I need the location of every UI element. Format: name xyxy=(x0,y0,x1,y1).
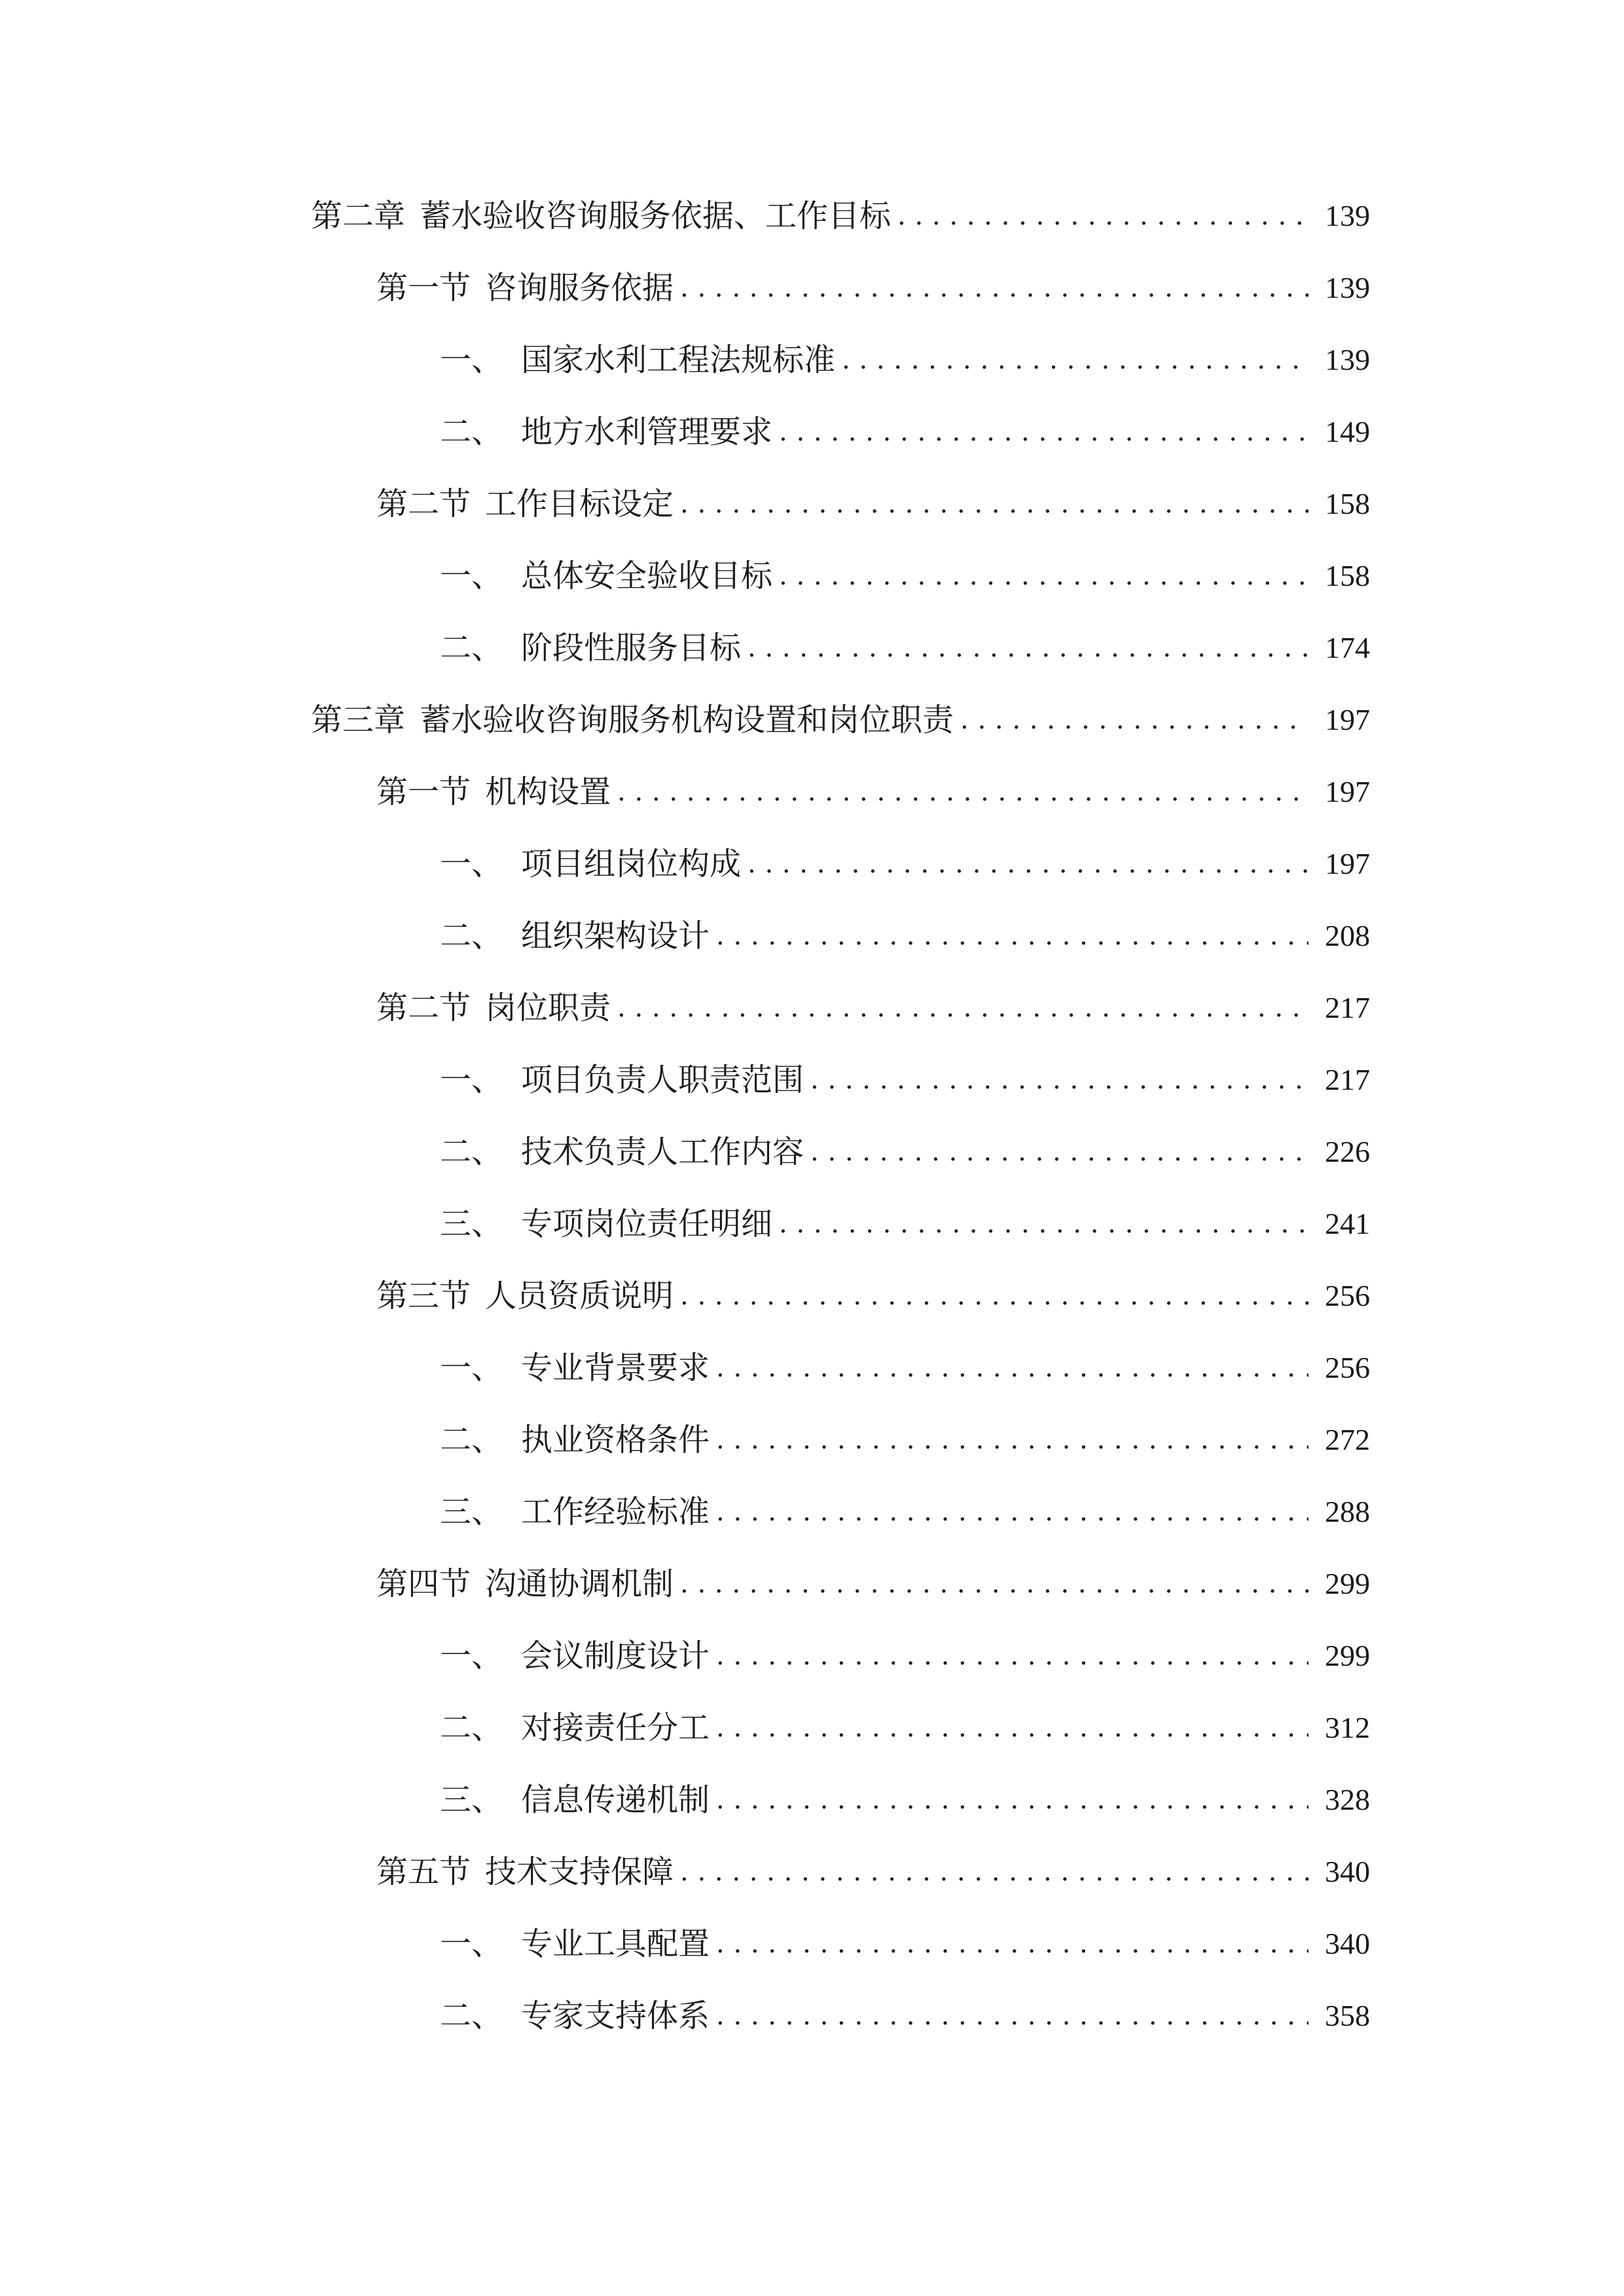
toc-entry-page: 226 xyxy=(1325,1135,1370,1168)
toc-entry-page: 174 xyxy=(1325,631,1370,664)
dot-leader xyxy=(680,1846,1308,1898)
toc-entry-number: 二、 xyxy=(440,918,503,954)
toc-entry-number: 一、 xyxy=(440,846,503,882)
dot-leader xyxy=(779,550,1308,602)
toc-entry-title: 人员资质说明 xyxy=(485,1278,674,1314)
toc-subsection-entry[interactable] xyxy=(440,1342,1370,1394)
toc-entry-title: 专家支持体系 xyxy=(521,1998,710,2034)
toc-entry-page: 208 xyxy=(1325,919,1370,952)
toc-entry-number: 二、 xyxy=(440,1998,503,2034)
toc-entry-page: 340 xyxy=(1325,1927,1370,1960)
toc-entry-page: 158 xyxy=(1325,559,1370,592)
toc-chapter-entry[interactable] xyxy=(311,694,1370,746)
toc-entry-title: 阶段性服务目标 xyxy=(521,630,742,666)
toc-subsection-entry[interactable] xyxy=(440,622,1370,674)
toc-section-entry[interactable] xyxy=(376,1558,1370,1610)
toc-entry-title: 总体安全验收目标 xyxy=(521,558,773,594)
dot-leader xyxy=(810,1126,1308,1178)
toc-entry-title: 岗位职责 xyxy=(485,990,611,1026)
dot-leader xyxy=(810,1054,1308,1106)
toc-section-entry[interactable] xyxy=(376,1846,1370,1898)
toc-subsection-entry[interactable] xyxy=(440,550,1370,602)
toc-entry-number: 二、 xyxy=(440,414,503,450)
toc-entry-page: 139 xyxy=(1325,343,1370,376)
dot-leader xyxy=(716,1486,1308,1538)
toc-entry-page: 299 xyxy=(1325,1567,1370,1600)
dot-leader xyxy=(716,1774,1308,1826)
toc-entry-number: 二、 xyxy=(440,1710,503,1746)
toc-entry-number: 第三节 xyxy=(376,1278,471,1314)
toc-subsection-entry[interactable] xyxy=(440,838,1370,890)
dot-leader xyxy=(680,1558,1308,1610)
toc-entry-title: 技术负责人工作内容 xyxy=(521,1134,804,1170)
toc-entry-title: 技术支持保障 xyxy=(485,1854,674,1890)
dot-leader xyxy=(779,406,1308,458)
toc-entry-number: 第一节 xyxy=(376,774,471,810)
toc-subsection-entry[interactable] xyxy=(440,1918,1370,1970)
toc-entry-page: 358 xyxy=(1325,1999,1370,2032)
dot-leader xyxy=(617,982,1308,1034)
toc-entry-title: 工作目标设定 xyxy=(485,486,674,522)
toc-entry-title: 组织架构设计 xyxy=(521,918,710,954)
toc-entry-number: 二、 xyxy=(440,1134,503,1170)
toc-entry-title: 项目组岗位构成 xyxy=(521,846,742,882)
toc-entry-page: 217 xyxy=(1325,991,1370,1024)
dot-leader xyxy=(716,910,1308,962)
toc-entry-page: 139 xyxy=(1325,199,1370,232)
toc-subsection-entry[interactable] xyxy=(440,406,1370,458)
toc-entry-number: 第二章 xyxy=(311,198,406,234)
toc-entry-number: 第三章 xyxy=(311,702,406,738)
toc-entry-page: 288 xyxy=(1325,1495,1370,1528)
toc-entry-page: 158 xyxy=(1325,487,1370,520)
toc-entry-page: 197 xyxy=(1325,847,1370,880)
toc-entry-number: 第二节 xyxy=(376,990,471,1026)
toc-entry-title: 信息传递机制 xyxy=(521,1782,710,1818)
dot-leader xyxy=(748,622,1308,674)
toc-entry-title: 专业背景要求 xyxy=(521,1350,710,1386)
toc-entry-number: 第五节 xyxy=(376,1854,471,1890)
toc-section-entry[interactable] xyxy=(376,982,1370,1034)
toc-entry-page: 272 xyxy=(1325,1423,1370,1456)
toc-entry-page: 299 xyxy=(1325,1639,1370,1672)
toc-section-entry[interactable] xyxy=(376,766,1370,818)
toc-entry-title: 项目负责人职责范围 xyxy=(521,1062,804,1098)
toc-entry-page: 149 xyxy=(1325,415,1370,448)
toc-entry-title: 专业工具配置 xyxy=(521,1926,710,1962)
toc-subsection-entry[interactable] xyxy=(440,1990,1370,2042)
toc-entry-title: 执业资格条件 xyxy=(521,1422,710,1458)
toc-entry-title: 地方水利管理要求 xyxy=(521,414,773,450)
dot-leader xyxy=(779,1198,1308,1250)
toc-subsection-entry[interactable] xyxy=(440,1486,1370,1538)
toc-entry-title: 国家水利工程法规标准 xyxy=(521,342,836,378)
toc-entry-number: 三、 xyxy=(440,1494,503,1530)
dot-leader xyxy=(716,1990,1308,2042)
toc-section-entry[interactable] xyxy=(376,478,1370,530)
dot-leader xyxy=(897,190,1308,242)
toc-subsection-entry[interactable] xyxy=(440,1198,1370,1250)
toc-subsection-entry[interactable] xyxy=(440,910,1370,962)
toc-entry-title: 蓄水验收咨询服务机构设置和岗位职责 xyxy=(420,702,954,738)
dot-leader xyxy=(716,1702,1308,1754)
toc-subsection-entry[interactable] xyxy=(440,1414,1370,1466)
toc-entry-number: 一、 xyxy=(440,1638,503,1674)
dot-leader xyxy=(617,766,1308,818)
toc-entry-page: 241 xyxy=(1325,1207,1370,1240)
toc-subsection-entry[interactable] xyxy=(440,1126,1370,1178)
dot-leader xyxy=(748,838,1308,890)
toc-subsection-entry[interactable] xyxy=(440,1054,1370,1106)
toc-entry-number: 一、 xyxy=(440,342,503,378)
toc-entry-number: 一、 xyxy=(440,558,503,594)
dot-leader xyxy=(842,334,1308,386)
toc-entry-title: 机构设置 xyxy=(485,774,611,810)
toc-entry-title: 沟通协调机制 xyxy=(485,1566,674,1602)
toc-entry-page: 312 xyxy=(1325,1711,1370,1744)
toc-chapter-entry[interactable] xyxy=(311,190,1370,242)
toc-entry-page: 340 xyxy=(1325,1855,1370,1888)
toc-entry-number: 三、 xyxy=(440,1782,503,1818)
toc-entry-title: 蓄水验收咨询服务依据、工作目标 xyxy=(420,198,892,234)
toc-entry-page: 217 xyxy=(1325,1063,1370,1096)
dot-leader xyxy=(716,1342,1308,1394)
toc-entry-number: 三、 xyxy=(440,1206,503,1242)
toc-section-entry[interactable] xyxy=(376,1270,1370,1322)
dot-leader xyxy=(716,1918,1308,1970)
toc-entry-title: 工作经验标准 xyxy=(521,1494,710,1530)
toc-entry-title: 会议制度设计 xyxy=(521,1638,710,1674)
toc-subsection-entry[interactable] xyxy=(440,1630,1370,1682)
dot-leader xyxy=(680,262,1308,314)
toc-section-entry[interactable] xyxy=(376,262,1370,314)
dot-leader xyxy=(680,478,1308,530)
toc-entry-number: 一、 xyxy=(440,1926,503,1962)
toc-entry-page: 256 xyxy=(1325,1279,1370,1312)
dot-leader xyxy=(960,694,1308,746)
toc-entry-page: 256 xyxy=(1325,1351,1370,1384)
toc-entry-title: 对接责任分工 xyxy=(521,1710,710,1746)
toc-entry-title: 咨询服务依据 xyxy=(485,270,674,306)
toc-entry-number: 二、 xyxy=(440,630,503,666)
dot-leader xyxy=(716,1630,1308,1682)
toc-entry-number: 一、 xyxy=(440,1350,503,1386)
toc-entry-number: 第一节 xyxy=(376,270,471,306)
toc-entry-page: 197 xyxy=(1325,703,1370,736)
toc-entry-number: 二、 xyxy=(440,1422,503,1458)
toc-subsection-entry[interactable] xyxy=(440,1702,1370,1754)
toc-entry-title: 专项岗位责任明细 xyxy=(521,1206,773,1242)
toc-entry-page: 139 xyxy=(1325,271,1370,304)
toc-entry-page: 328 xyxy=(1325,1783,1370,1816)
dot-leader xyxy=(716,1414,1308,1466)
toc-subsection-entry[interactable] xyxy=(440,334,1370,386)
toc-entry-number: 第四节 xyxy=(376,1566,471,1602)
toc-subsection-entry[interactable] xyxy=(440,1774,1370,1826)
toc-entry-number: 一、 xyxy=(440,1062,503,1098)
toc-entry-number: 第二节 xyxy=(376,486,471,522)
toc-entry-page: 197 xyxy=(1325,775,1370,808)
dot-leader xyxy=(680,1270,1308,1322)
